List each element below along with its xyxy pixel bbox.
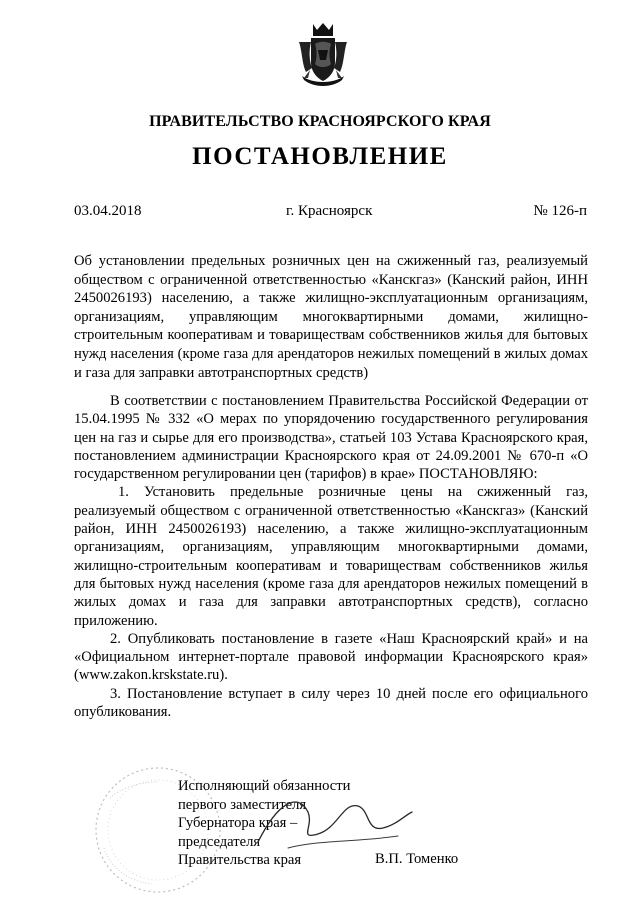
document-body bbox=[74, 392, 588, 721]
organization-name: ПРАВИТЕЛЬСТВО КРАСНОЯРСКОГО КРАЯ bbox=[149, 113, 491, 130]
document-date: 03.04.2018 bbox=[74, 203, 142, 219]
preamble-paragraph: В соответствии с постановлением Правительства Российской Федерации от 15.04.1995 № 332 «О мерах по упорядочению государственного регулирования цен на газ и сырье для его производства», статьей 103 Устава Красноярского края, постановлением администрации Красноярского края от 24.09.2001 № 670-п «О государственном регулировании цен (тарифов) в крае» ПОСТАНОВЛЯЮ: bbox=[74, 393, 588, 483]
position-line: Губернатора края – bbox=[178, 815, 298, 832]
document-type: ПОСТАНОВЛЕНИЕ bbox=[192, 143, 448, 170]
signatory-name: В.П. Томенко bbox=[375, 851, 459, 867]
document-meta bbox=[74, 203, 587, 223]
position-line: Правительства края bbox=[178, 852, 302, 869]
position-line: Исполняющий обязанности bbox=[178, 778, 351, 794]
handwritten-signature-icon bbox=[248, 782, 418, 862]
position-line: председателя bbox=[178, 833, 261, 850]
document-number: № 126-п bbox=[533, 203, 587, 219]
document-title: Об установлении предельных розничных цен на сжиженный газ, реализуемый обществом с ограниченной ответственностью «Канскгаз» (Канский район, ИНН 2450026193) населению, а также жилищно-эксплуатационным организациям, организациям, управляющим многоквартирными домами, жилищно-строительным кооперативам и товариществам собственников жилья для бытовых нужд населения (кроме газа для арендаторов нежилых помещений в жилых домах и газа для заправки автотранспортных средств) bbox=[74, 253, 588, 381]
item-1-paragraph: 1. Установить предельные розничные цены на сжиженный газ, реализуемый обществом с ограниченной ответственностью «Канскгаз» (Канский район, ИНН 2450026193) населению, а также жилищно-эксплуатационным организациям, организациям, управляющим многоквартирными домами, жилищно-строительным кооперативам и товариществам собственников жилья для бытовых нужд населения (кроме газа для арендаторов нежилых помещений в жилых домах и газа для заправки автотранспортных средств), согласно приложению. bbox=[74, 484, 588, 629]
item-2-paragraph: 2. Опубликовать постановление в газете «Наш Красноярский край» и на «Официальном интернет-портале правовой информации Красноярского края» (www.zakon.krskstate.ru). bbox=[74, 630, 588, 684]
coat-of-arms-icon bbox=[296, 20, 350, 90]
position-line: первого заместителя bbox=[178, 796, 307, 813]
item-3-paragraph: 3. Постановление вступает в силу через 10 дней после его официального опубликования. bbox=[74, 685, 588, 721]
document-city: г. Красноярск bbox=[286, 203, 373, 219]
